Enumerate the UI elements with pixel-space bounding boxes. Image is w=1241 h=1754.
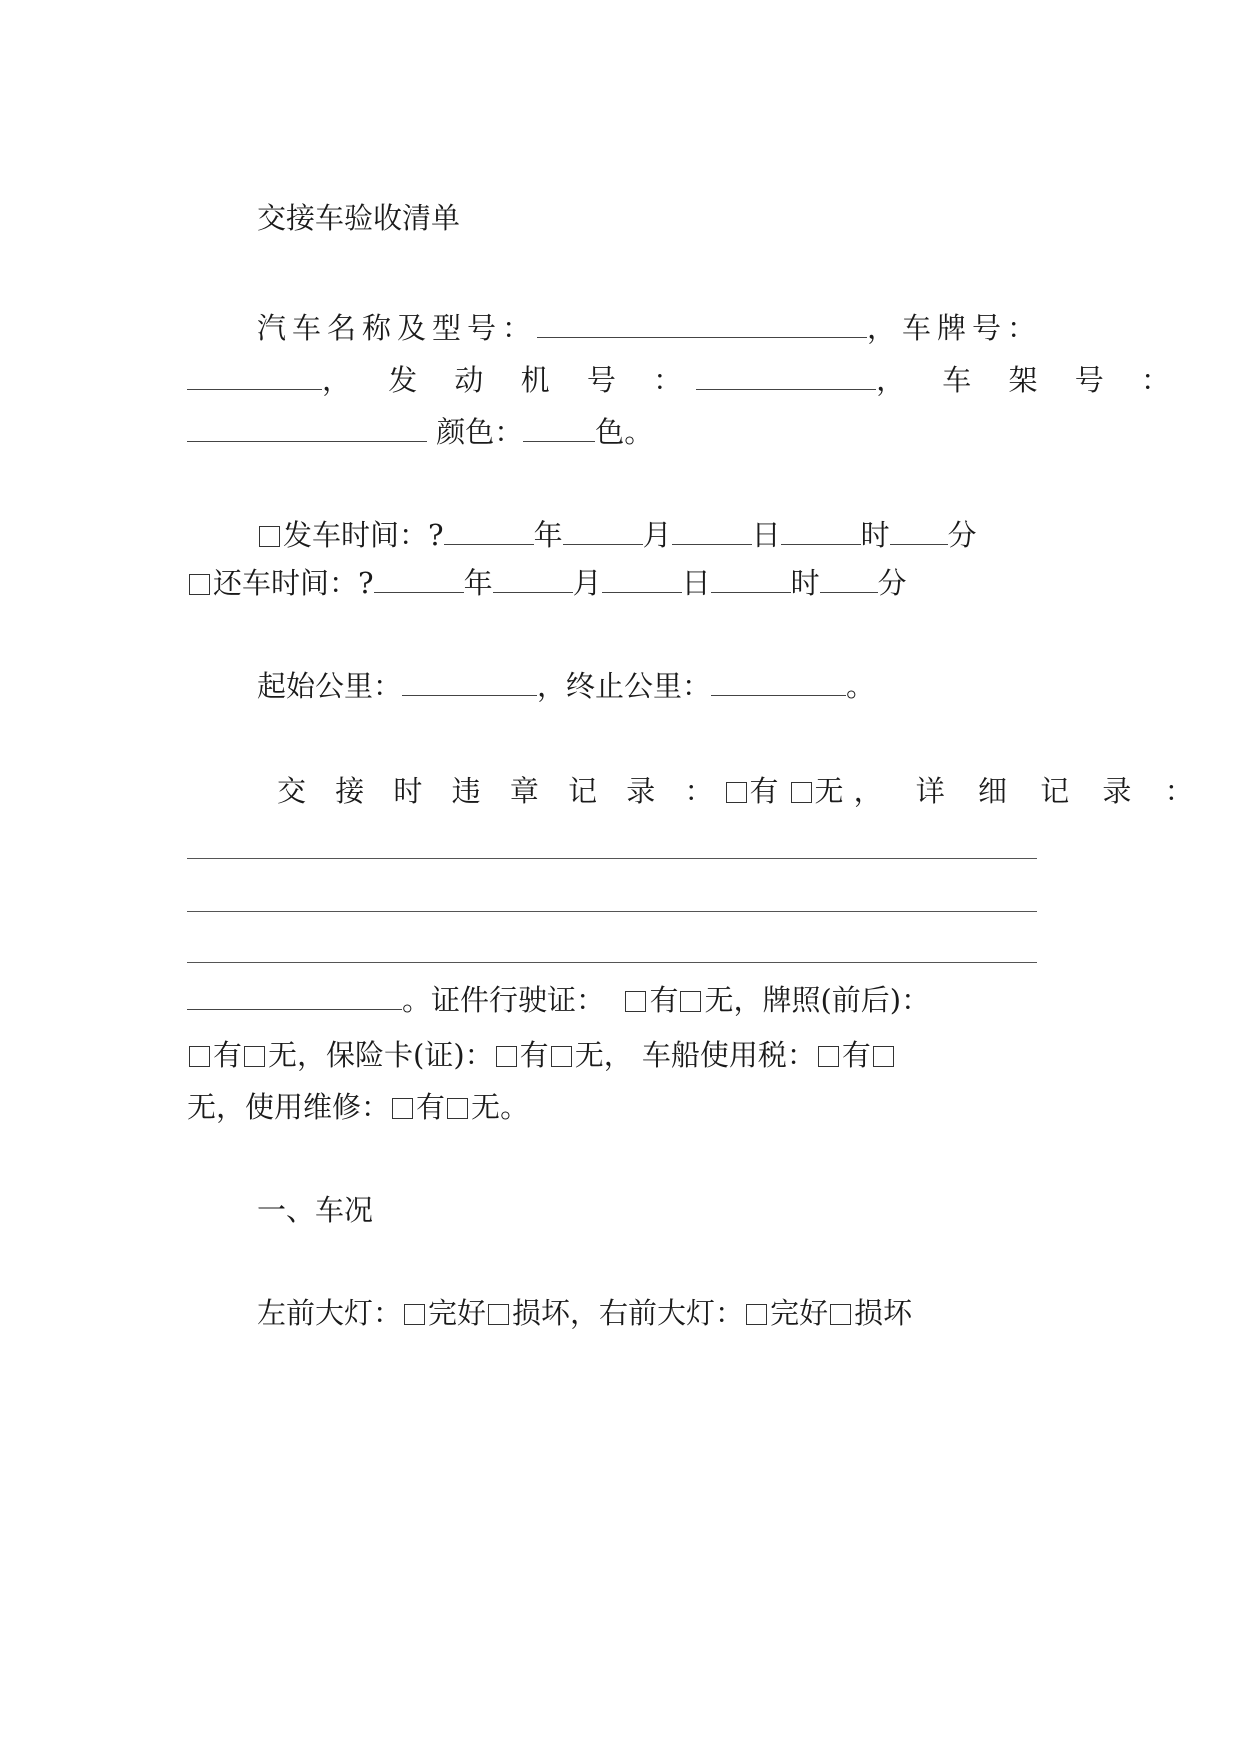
documents-line-2: 有 无，保险卡(证)： 有 无， 车船使用税： 有 [187, 1035, 1067, 1075]
detail-record-line-4[interactable] [187, 983, 402, 1010]
detail-record-line-1[interactable] [187, 858, 1037, 859]
license-no-checkbox[interactable] [680, 991, 701, 1012]
color-field[interactable] [523, 415, 595, 442]
depart-month-field[interactable] [563, 518, 643, 545]
return-day-field[interactable] [602, 566, 682, 593]
right-light-damaged-checkbox[interactable] [830, 1304, 851, 1325]
return-year-field[interactable] [374, 566, 464, 593]
return-minute-field[interactable] [820, 566, 878, 593]
detail-record-line-3[interactable] [187, 962, 1037, 963]
depart-year-field[interactable] [444, 518, 534, 545]
insurance-no-checkbox[interactable] [551, 1046, 572, 1067]
detail-record-line-2[interactable] [187, 911, 1037, 912]
document-title: 交接车验收清单 [257, 201, 461, 235]
vessel-tax-no-checkbox[interactable] [873, 1046, 894, 1067]
maintenance-yes-checkbox[interactable] [392, 1098, 413, 1119]
section-heading-vehicle-condition: 一、车况 [257, 1193, 374, 1227]
return-hour-field[interactable] [711, 566, 791, 593]
end-mileage-field[interactable] [711, 669, 846, 696]
headlights-line: 左前大灯： 完好 损坏，右前大灯： 完好 损坏 [257, 1296, 913, 1330]
left-light-damaged-checkbox[interactable] [488, 1304, 509, 1325]
violation-no-checkbox[interactable] [791, 782, 812, 803]
depart-minute-field[interactable] [890, 518, 948, 545]
return-month-field[interactable] [493, 566, 573, 593]
mileage-line: 起始公里： ，终止公里： 。 [257, 669, 876, 703]
depart-time-checkbox[interactable] [259, 526, 280, 547]
violation-yes-checkbox[interactable] [726, 782, 747, 803]
documents-line-1: 。证件行驶证： 有 无，牌照(前后)： [187, 980, 1067, 1020]
depart-day-field[interactable] [672, 518, 752, 545]
left-light-good-checkbox[interactable] [404, 1304, 425, 1325]
documents-line-3: 无，使用维修： 有 无。 [187, 1090, 530, 1124]
depart-hour-field[interactable] [781, 518, 861, 545]
vehicle-info-line-2: ， 发 动 机 号 ： ， 车 架 号 ： [187, 360, 1067, 400]
right-light-good-checkbox[interactable] [746, 1304, 767, 1325]
license-yes-checkbox[interactable] [625, 991, 646, 1012]
vehicle-info-line-3: 颜色： 色。 [187, 412, 1067, 452]
depart-time-line: 发车时间：? 年 月 日 时 分 [257, 515, 1137, 555]
plate-number-field[interactable] [187, 363, 322, 390]
vehicle-info-line-1: 汽车名称及型号： ，车牌号： [257, 311, 1043, 345]
engine-number-field[interactable] [696, 363, 876, 390]
return-time-line: 还车时间：? 年 月 日 时 分 [187, 563, 1067, 603]
frame-number-field[interactable] [187, 415, 427, 442]
model-name-field[interactable] [537, 311, 867, 338]
plate-yes-checkbox[interactable] [189, 1046, 210, 1067]
violation-line: 交 接 时 违 章 记 录 ： 有 无， 详 细 记 录 ： [277, 774, 1206, 808]
vessel-tax-yes-checkbox[interactable] [818, 1046, 839, 1067]
return-time-checkbox[interactable] [189, 574, 210, 595]
insurance-yes-checkbox[interactable] [496, 1046, 517, 1067]
plate-no-checkbox[interactable] [244, 1046, 265, 1067]
start-mileage-field[interactable] [402, 669, 537, 696]
maintenance-no-checkbox[interactable] [447, 1098, 468, 1119]
